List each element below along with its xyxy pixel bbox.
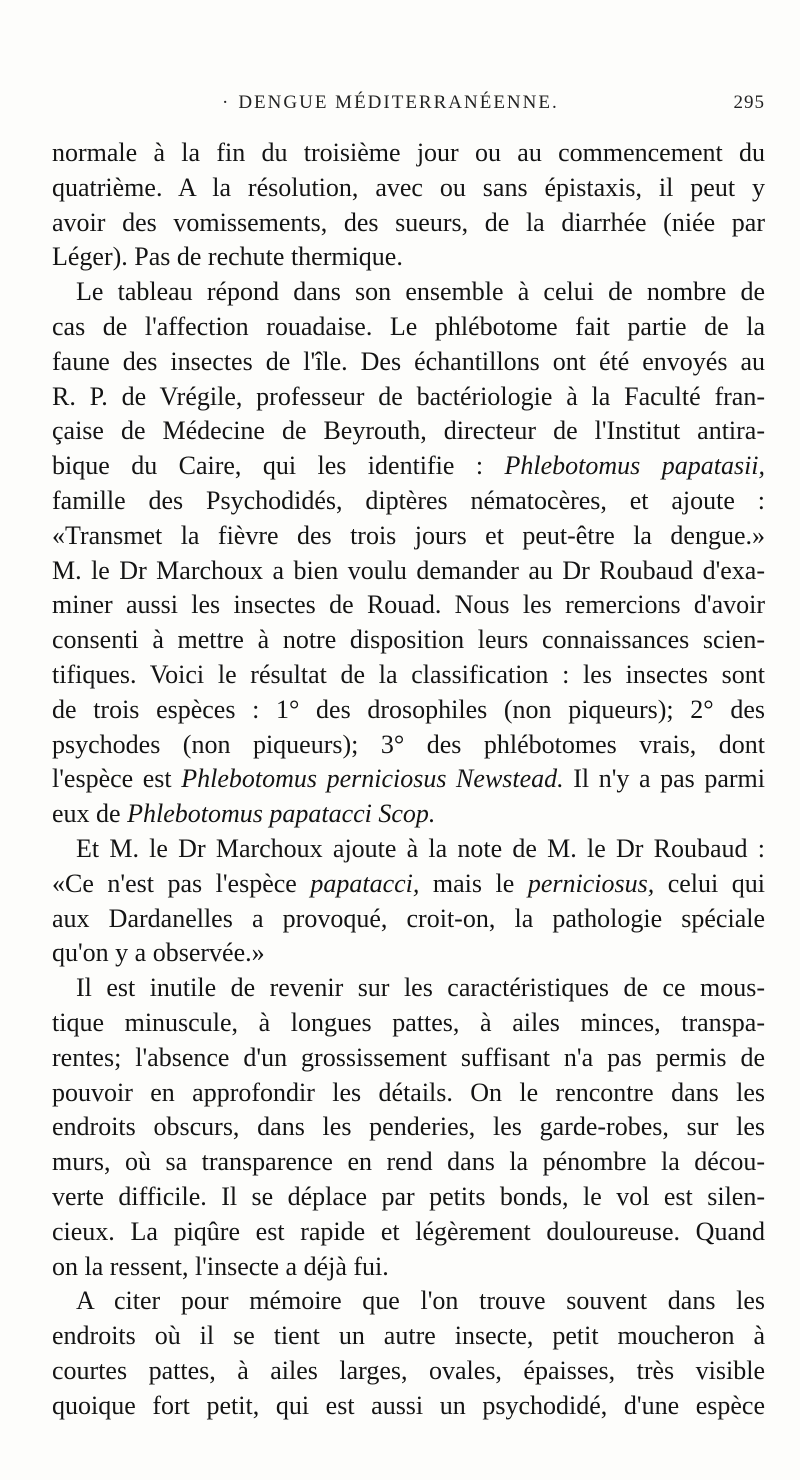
text-line — [52, 1041, 765, 1076]
text-line — [52, 1319, 765, 1354]
text-segment: endroits où il se tient un autre insecte, petit moucheron à — [52, 1321, 765, 1351]
text-segment: miner aussi les insectes de Rouad. Nous les remercions d'avoir — [52, 590, 765, 620]
text-segment: «Transmet la fièvre des trois jours et peut-être la dengue.» — [52, 520, 765, 550]
text-segment: Et M. le Dr Marchoux ajoute à la note de M. le Dr Roubaud : — [76, 833, 765, 863]
text-line — [52, 1006, 765, 1041]
text-line — [52, 136, 765, 171]
text-segment: l'espèce est — [52, 764, 172, 794]
running-head — [222, 92, 559, 114]
text-line — [52, 275, 765, 310]
text-segment: «Ce n'est pas l'espèce — [52, 868, 297, 898]
text-segment: aux Dardanelles a provoqué, croit-on, la pathologie spéciale — [52, 903, 765, 933]
text-line — [52, 206, 765, 241]
italic-segment: Phlebotomus papatacci Scop. — [127, 799, 436, 829]
text-segment: Il est inutile de revenir sur les caractéristiques de ce mous- — [76, 973, 765, 1003]
page-header — [52, 92, 765, 122]
text-segment: de trois espèces : 1° des drosophiles (non piqueurs); 2° des — [52, 694, 765, 724]
text-line — [52, 832, 765, 867]
text-segment: psychodes (non piqueurs); 3° des phlébotomes vrais, dont — [52, 729, 765, 759]
text-line — [52, 1215, 765, 1250]
text-segment: çaise de Médecine de Beyrouth, directeur de l'Institut antira- — [52, 416, 765, 446]
text-line — [52, 1354, 765, 1389]
text-line — [52, 902, 765, 937]
text-segment: endroits obscurs, dans les penderies, les garde-robes, sur les — [52, 1112, 765, 1142]
text-line — [52, 867, 765, 902]
text-line — [52, 658, 765, 693]
text-line — [52, 1389, 765, 1424]
text-segment: murs, où sa transparence en rend dans la pénombre la décou- — [52, 1147, 765, 1177]
text-segment: rentes; l'absence d'un grossissement suffisant n'a pas permis de — [52, 1042, 765, 1072]
text-line — [52, 1110, 765, 1145]
italic-segment: perniciosus, — [527, 868, 655, 898]
text-segment: quoique fort petit, qui est aussi un psychodidé, d'une espèce — [52, 1390, 765, 1420]
text-line — [52, 414, 765, 449]
text-line — [52, 171, 765, 206]
italic-segment: Phlebotomus perniciosus Newstead. — [181, 764, 564, 794]
text-line — [52, 554, 765, 589]
text-line — [52, 240, 765, 275]
text-line — [52, 1076, 765, 1111]
text-line — [52, 588, 765, 623]
text-segment: famille des Psychodidés, diptères nématocères, et ajoute : — [52, 485, 765, 515]
text-line — [52, 1145, 765, 1180]
text-line — [52, 484, 765, 519]
text-segment: tique minuscule, à longues pattes, à ailes minces, transpa- — [52, 1007, 765, 1037]
text-line — [52, 623, 765, 658]
text-segment: pouvoir en approfondir les détails. On le rencontre dans les — [52, 1077, 765, 1107]
header-dash: · — [222, 92, 231, 113]
text-segment: bique du Caire, qui les identifie : — [52, 451, 484, 481]
text-line — [52, 936, 765, 971]
text-segment: Léger). Pas de rechute thermique. — [52, 242, 403, 272]
text-segment: consenti à mettre à notre disposition leurs connaissances scien- — [52, 625, 765, 655]
text-segment: tifiques. Voici le résultat de la classification : les insectes sont — [52, 659, 765, 689]
text-segment: celui qui — [667, 868, 765, 898]
text-segment: on la ressent, l'insecte a déjà fui. — [52, 1251, 389, 1281]
text-segment: Le tableau répond dans son ensemble à celui de nombre de — [76, 277, 765, 307]
italic-segment: Phlebotomus papatasii, — [504, 451, 766, 481]
text-line — [52, 728, 765, 763]
text-line — [52, 971, 765, 1006]
text-segment: qu'on y a observée.» — [52, 938, 265, 968]
text-line — [52, 449, 765, 484]
text-line — [52, 693, 765, 728]
text-line — [52, 797, 765, 832]
text-line — [52, 519, 765, 554]
text-segment: faune des insectes de l'île. Des échantillons ont été envoyés au — [52, 346, 765, 376]
text-segment: quatrième. A la résolution, avec ou sans épistaxis, il peut y — [52, 172, 765, 202]
text-segment: normale à la fin du troisième jour ou au commencement du — [52, 138, 765, 167]
text-line — [52, 380, 765, 415]
text-segment: Il n'y a pas parmi — [573, 764, 766, 794]
text-segment: M. le Dr Marchoux a bien voulu demander au Dr Roubaud d'exa- — [52, 555, 765, 585]
text-segment: eux de — [52, 799, 121, 829]
text-segment: avoir des vomissements, des sueurs, de la diarrhée (niée par — [52, 207, 765, 237]
text-segment: mais le — [432, 868, 515, 898]
text-segment: R. P. de Vrégile, professeur de bactériologie à la Faculté fran- — [52, 381, 765, 411]
text-segment: verte difficile. Il se déplace par petits bonds, le vol est silen- — [52, 1181, 765, 1211]
text-line — [52, 345, 765, 380]
text-segment: A citer pour mémoire que l'on trouve souvent dans les — [76, 1286, 765, 1316]
text-line — [52, 1250, 765, 1285]
body-text — [52, 136, 765, 1423]
text-segment: cas de l'affection rouadaise. Le phlébotome fait partie de la — [52, 311, 765, 341]
text-line — [52, 1180, 765, 1215]
text-line — [52, 762, 765, 797]
page-number: 295 — [733, 92, 765, 113]
italic-segment: papatacci, — [310, 868, 420, 898]
text-line — [52, 310, 765, 345]
running-title: DENGUE MÉDITERRANÉENNE. — [238, 92, 559, 113]
text-segment: cieux. La piqûre est rapide et légèrement douloureuse. Quand — [52, 1216, 765, 1246]
text-line — [52, 1284, 765, 1319]
text-segment: courtes pattes, à ailes larges, ovales, épaisses, très visible — [52, 1355, 765, 1385]
